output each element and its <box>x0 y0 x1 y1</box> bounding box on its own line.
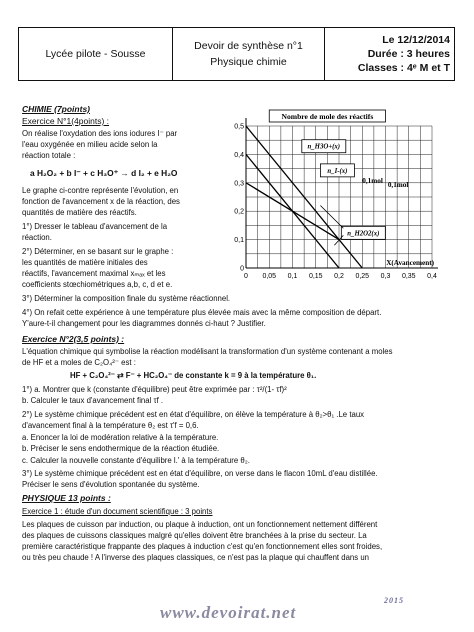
ex2-q2: b. Préciser le sens endothermique de la réaction étudiée. <box>22 444 220 453</box>
ex1-graph-text: Le graphe ci-contre représente l'évolution, en <box>22 186 179 195</box>
ex1-title: Exercice N°1(4points) : <box>22 116 110 126</box>
ex1-q2: les quantités de matière initiales des <box>22 258 148 267</box>
school-cell <box>19 28 173 80</box>
ex2-q1: 1°) a. Montrer que k (constante d'équilibre) peut être exprimée par : τ²/(1- τf)² <box>22 385 287 394</box>
exam-cell <box>173 28 325 80</box>
ex2-title: Exercice N°2(3,5 points) : <box>22 334 125 344</box>
ex2-q2: d'avancement final à la température θ₂ est τ'f = 0,6. <box>22 421 199 430</box>
ex1-q2: 2°) Déterminer, en se basant sur le graphe : <box>22 247 174 256</box>
ex2-q3: Préciser le sens d'évolution spontanée du système. <box>22 480 200 489</box>
y-tick-label: 0,5 <box>234 123 244 131</box>
ex2-q2: c. Calculer la nouvelle constante d'équilibre l.' à la température θ₂. <box>22 456 250 465</box>
x-tick-label: 0,1 <box>287 273 298 280</box>
ex1-graph-text: fonction de l'avancement x de la réaction, des <box>22 197 180 206</box>
physics-paragraph: ou très peu chaude ! A l'inverse des plaques classiques, ce n'est pas la plaque qui chauffent dans un <box>22 553 369 562</box>
subject: Physique chimie <box>210 56 287 68</box>
physics-ex1-title: Exercice 1 : étude d'un document scientifique : 3 points <box>22 507 213 516</box>
ex1-q1: réaction. <box>22 233 52 242</box>
x-tick-label: 0 <box>244 273 248 280</box>
series-label: n_H2O2(x) <box>347 230 380 238</box>
ex1-q2: coefficients stœchiométriques a,b, c, d et e. <box>22 280 173 289</box>
ex1-equation: a H₂O₂ + b I⁻ + c H₃O⁺ → d I₂ + e H₂O <box>30 168 178 178</box>
annotation-label: 0,1mol <box>362 176 383 185</box>
physics-paragraph: des plaques de cuissons classiques malgré qu'elles doivent être branchées à la prise du secteur. La <box>22 531 367 540</box>
chemistry-section-title: CHIMIE (7points) <box>22 104 90 114</box>
physics-section-title: PHYSIQUE 13 points : <box>22 493 111 503</box>
series-label: n_I-(x) <box>327 167 348 175</box>
reactants-chart <box>228 104 442 282</box>
exam-classes: Classes : 4ᵉ M et T <box>357 62 450 74</box>
x-tick-label: 0,2 <box>334 273 344 280</box>
chart-title: Nombre de mole des réactifs <box>281 112 374 121</box>
ex2-q2: a. Enoncer la loi de modération relative à la température. <box>22 433 219 442</box>
y-tick-label: 0,3 <box>234 180 244 188</box>
ex1-graph-text: quantités de matière des réactifs. <box>22 208 137 217</box>
x-tick-label: 0,4 <box>427 273 437 280</box>
ex1-q2: réactifs, l'avancement maximal xₘₐₓ et les <box>22 269 166 278</box>
exam-title: Devoir de synthèse n°1 <box>194 40 303 52</box>
x-axis-label: X(Avancement) <box>386 259 434 267</box>
ex1-intro-line: réaction totale : <box>22 151 76 160</box>
ex2-intro: de HF et a moles de C₂O₄²⁻ est : <box>22 358 136 367</box>
exam-date: Le 12/12/2014 <box>382 34 450 46</box>
y-tick-label: 0 <box>240 265 244 273</box>
ex2-q1: b. Calculer le taux d'avancement final τf . <box>22 396 164 405</box>
x-tick-label: 0,05 <box>262 273 277 280</box>
ex1-q1: 1°) Dresser le tableau d'avancement de la <box>22 222 168 231</box>
ex2-intro: L'équation chimique qui symbolise la réaction modélisant la transformation d'un système contenant a moles <box>22 347 393 356</box>
watermark-year: 2015 <box>384 596 404 605</box>
y-tick-label: 0,4 <box>234 151 244 159</box>
physics-paragraph: première caractéristique frappante des plaques à induction c'est qu'en fonctionnement elles sont froides, <box>22 542 383 551</box>
y-tick-label: 0,1 <box>234 237 244 245</box>
ex2-q2: 2°) Le système chimique précédent est en état d'équilibre, on élève la température à θ₂>θ₁ .Le taux <box>22 410 365 419</box>
ex1-q3: 3°) Déterminer la composition finale du système réactionnel. <box>22 294 231 303</box>
ex2-equation: HF + C₂O₄²⁻ ⇄ F⁻ + HC₂O₄⁻ de constante k = 9 à la température θ₁. <box>70 371 317 380</box>
series-label: n_H3O+(x) <box>307 143 341 151</box>
x-tick-label: 0,25 <box>355 273 370 280</box>
x-tick-label: 0,3 <box>380 273 391 280</box>
ex1-q4: 4°) On refait cette expérience à une température plus élevée mais avec la même composition de départ. <box>22 308 382 317</box>
watermark-site: www.devoirat.net <box>160 603 297 622</box>
header-table <box>18 27 455 81</box>
y-tick-label: 0,2 <box>234 208 244 216</box>
ex1-intro-line: On réalise l'oxydation des ions iodures I⁻ par <box>22 129 178 138</box>
info-cell <box>325 28 456 80</box>
ex1-q4: Y'aure-t-il changement pour les diagrammes donnés ci-haut ? Justifier. <box>22 319 266 328</box>
annotation-arrow <box>320 206 343 229</box>
x-tick-label: 0,35 <box>401 273 416 280</box>
ex2-q3: 3°) Le système chimique précédent est en état d'équilibre, on verse dans le flacon 10mL d'eau distillée. <box>22 469 378 478</box>
school-name: Lycée pilote - Sousse <box>45 48 146 60</box>
ex1-intro-line: l'eau oxygénée en milieu acide selon la <box>22 140 158 149</box>
exam-duration: Durée : 3 heures <box>367 48 450 60</box>
x-tick-label: 0,15 <box>308 273 323 280</box>
annotation-label: 0,1mol <box>387 181 409 190</box>
chart-labels <box>269 110 434 267</box>
physics-paragraph: Les plaques de cuisson par induction, ou plaque à induction, ont un fonctionnement nettement différent <box>22 520 378 529</box>
